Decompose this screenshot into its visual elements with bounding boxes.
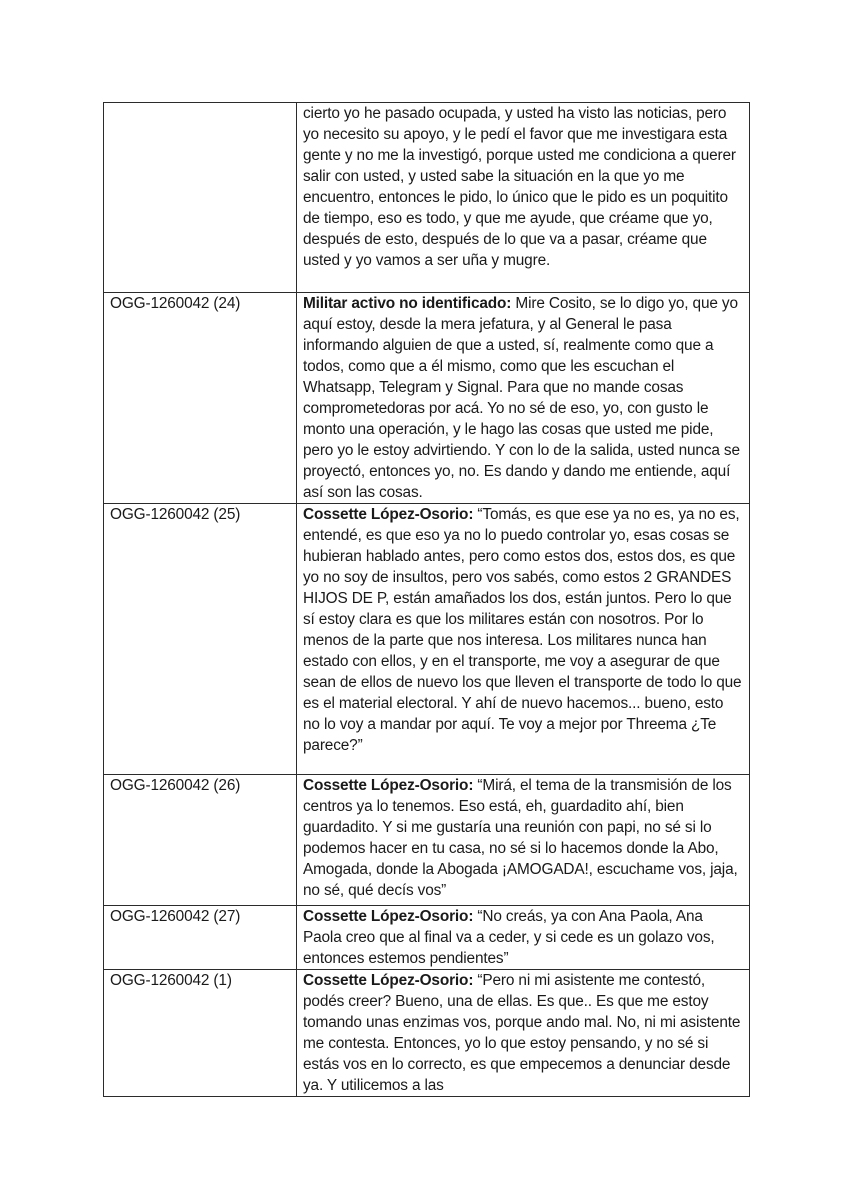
transcript-text: “Pero ni mi asistente me contestó, podés creer? Bueno, una de ellas. Es que.. Es que me estoy tomando unas enzimas vos, porque ando mal. No, ni mi asistente me contesta. Entonces, yo lo que estoy pensando, y no sé si estás vos en lo correcto, es que empecemos a denunciar desde ya. Y utilicemos a las bbox=[303, 972, 741, 1094]
transcript-cell bbox=[297, 103, 750, 293]
transcript-cell bbox=[297, 293, 750, 504]
speaker-label: Cossette López-Osorio: bbox=[303, 777, 474, 794]
reference-cell: OGG-1260042 (27) bbox=[104, 906, 297, 970]
speaker-label: Cossette López-Osorio: bbox=[303, 506, 474, 523]
transcript-cell bbox=[297, 504, 750, 775]
transcript-text: Mire Cosito, se lo digo yo, que yo aquí estoy, desde la mera jefatura, y al General le pasa informando alguien de que a usted, sí, realmente como que a todos, como que a él mismo, como que les escuchan el Whatsapp, Telegram y Signal. Para que no mande cosas comprometedoras por acá. Yo no sé de eso, yo, con gusto le monto una operación, y le hago las cosas que usted me pide, pero yo le estoy advirtiendo. Y con lo de la salida, usted nunca se proyectó, entonces yo, no. Es dando y dando me entiende, aquí así son las cosas. bbox=[303, 295, 740, 501]
reference-cell: OGG-1260042 (25) bbox=[104, 504, 297, 775]
speaker-label: Cossette López-Osorio: bbox=[303, 972, 474, 989]
reference-cell: OGG-1260042 (1) bbox=[104, 970, 297, 1097]
table-row bbox=[104, 970, 750, 1097]
table-row bbox=[104, 775, 750, 906]
transcript-text: “No creás, ya con Ana Paola, Ana Paola creo que al final va a ceder, y si cede es un golazo vos, entonces estemos pendientes” bbox=[303, 908, 715, 967]
reference-cell: OGG-1260042 (26) bbox=[104, 775, 297, 906]
speaker-label: Cossette López-Osorio: bbox=[303, 908, 474, 925]
transcript-cell bbox=[297, 906, 750, 970]
transcript-text: “Mirá, el tema de la transmisión de los centros ya lo tenemos. Eso está, eh, guardadito ahí, bien guardadito. Y si me gustaría una reunión con papi, no sé si lo podemos hacer en tu casa, no sé si lo hacemos donde la Abo, Amogada, donde la Abogada ¡AMOGADA!, escuchame vos, jaja, no sé, qué decís vos” bbox=[303, 777, 738, 899]
transcript-text: cierto yo he pasado ocupada, y usted ha visto las noticias, pero yo necesito su apoyo, y le pedí el favor que me investigara esta gente y no me la investigó, porque usted me condiciona a querer salir con usted, y usted sabe la situación en la que yo me encuentro, entonces le pido, lo único que le pido es un poquitito de tiempo, eso es todo, y que me ayude, que créame que yo, después de esto, después de lo que va a pasar, créame que usted y yo vamos a ser uña y mugre. bbox=[303, 105, 736, 269]
table-row bbox=[104, 504, 750, 775]
transcript-cell bbox=[297, 970, 750, 1097]
table-row bbox=[104, 103, 750, 293]
transcript-cell bbox=[297, 775, 750, 906]
transcript-table bbox=[103, 102, 750, 1097]
speaker-label: Militar activo no identificado: bbox=[303, 295, 512, 312]
table-row bbox=[104, 906, 750, 970]
transcript-text: “Tomás, es que ese ya no es, ya no es, entendé, es que eso ya no lo puedo controlar yo, esas cosas se hubieran hablado antes, pero como estos dos, estos dos, es que yo no soy de insultos, pero vos sabés, como estos 2 GRANDES HIJOS DE P, están amañados los dos, están juntos. Pero lo que sí estoy clara es que los militares están con nosotros. Por lo menos de la parte que nos interesa. Los militares nunca han estado con ellos, y en el transporte, me voy a asegurar de que sean de ellos de nuevo los que lleven el transporte de todo lo que es el material electoral. Y ahí de nuevo hacemos... bueno, esto no lo voy a mandar por aquí. Te voy a mejor por Threema ¿Te parece?” bbox=[303, 506, 742, 754]
table-row bbox=[104, 293, 750, 504]
reference-cell bbox=[104, 103, 297, 293]
reference-cell: OGG-1260042 (24) bbox=[104, 293, 297, 504]
